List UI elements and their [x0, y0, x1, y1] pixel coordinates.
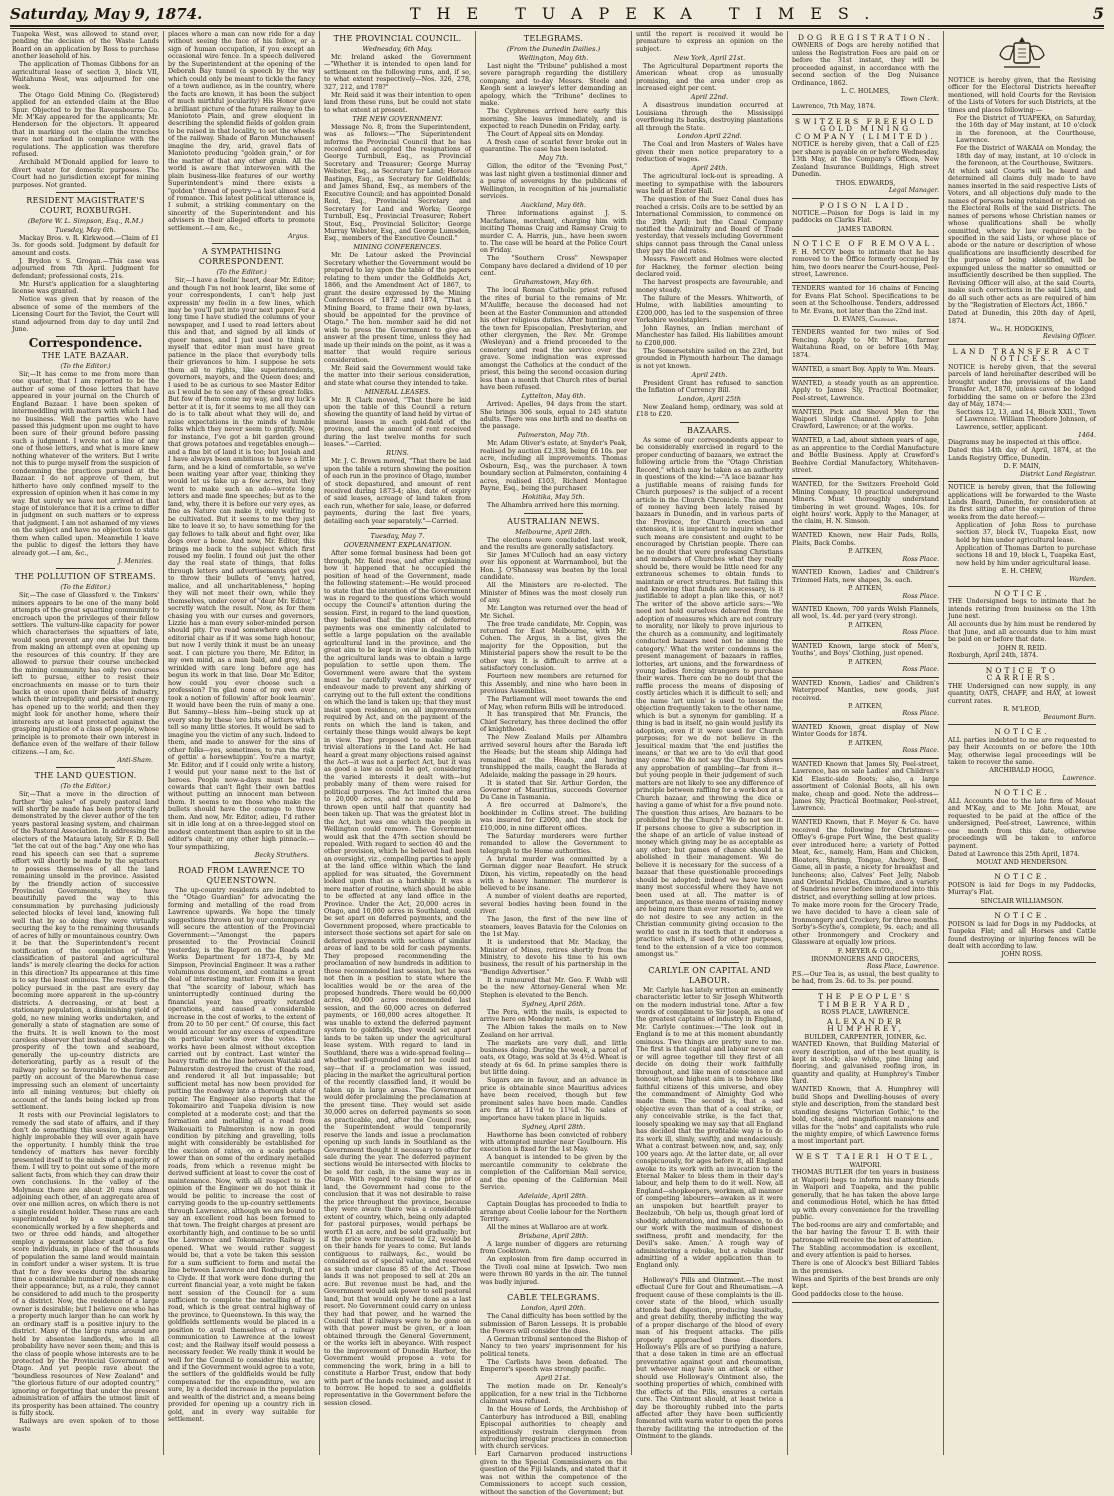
paragraph: The elections were concluded last week, and the results are generally satisfactory.	[480, 536, 627, 552]
ad-text: OWNERS of Dogs are hereby notified that unless the Registration Fees are paid on or before the 31st instant, they will be proceeded against, in accordance with the second section of the Dog Nuisance Ordinance, 1862.	[792, 42, 939, 87]
ad-text: TENDERS wanted for two miles of Sod Fencing. Apply to Mr. M'Rae, farmer Waitahuna Road, on or before 16th May, 1874.	[792, 329, 939, 359]
ad-address: Ross Place, Lawrence.	[866, 963, 939, 971]
ad-poison	[792, 199, 939, 238]
paragraph: Sir,—The case of Glassford v. the Tinkers' miners appears to be one of the many bold attempts of the great squatting community to encroach upon the privileges of their fellow settlers. The vulture-like capacity for power which characterises the squatters of late, would soon prevent any one else but them from making an attempt even at opening up the resources of this country. If they are allowed to pursue their course unchecked the mining community has only two courses left to pursue, either to resist their encroachments en masse or to turn their backs at once upon their fields of industry, which their intrepidity and persistent energy has opened up to the world; and then they might look for another home, where their interests are at least protected against the grasping injustice of a class of people, whose principle is to promote their own interest in defiance even of the welfare of their fellow citizens.—I am, &c.	[12, 592, 159, 756]
ad-text: All accounts due by him must be rendered by that June, and all accounts due to him must be paid on or before that date.	[948, 621, 1096, 644]
ad-role: Revising Officer.	[1043, 333, 1096, 341]
ad-notice-carriers	[948, 664, 1096, 725]
dateline: May 7th.	[538, 154, 569, 163]
ad-text: WANTED Known that James Sly, Peel-street, Lawrence, has on sale Ladies' and Children's Kid Elastic-side Boots; also, a large assortment of Colonial Boots, all his own make, cheap and good. Note the address—James Sly, Practical Bootmaker, Peel-street, Lawrence.	[792, 760, 939, 813]
heading-carlyle: CARLYLE ON CAPITAL AND LABOUR.	[648, 965, 771, 985]
subheading: (To the Editor.)	[60, 361, 111, 370]
heading-late-bazaar: THE LATE BAZAAR.	[41, 350, 130, 360]
ad-subheading: ROSS PLACE, LAWRENCE.	[821, 1009, 910, 1017]
ad-address: Ross Place.	[902, 629, 939, 637]
ad-text: THE Undersigned can now supply, in any quantity, OATS, CHAFF, and HAY, at lowest current rates.	[948, 682, 1096, 705]
ad-role: Warden.	[1069, 575, 1096, 583]
paragraph: The Carlists have been defeated. The Emperor's speech was strongly pacific.	[480, 1358, 627, 1374]
paragraph: The Saturday murderers were further remanded to allow the Government to telegraph to the Home authorities.	[480, 832, 627, 855]
ad-text: WANTED Known, Ladies' and Children's Trimmed Hats, new shapes, 3s. each.	[792, 569, 939, 584]
ad-wanted-aitken	[792, 722, 939, 759]
ad-text: The bed-rooms are airy and comfortable; and the bar having the favour T. B. with their patronage will receive the best of attention.	[792, 1221, 939, 1244]
ad-dog-registration	[792, 31, 939, 115]
paragraph: A large number of diggers are returning from Cooktown.	[480, 1240, 627, 1256]
paragraph: The Court of Appeal sits on Monday.	[487, 131, 604, 139]
ad-date: Lawrence, 7th May, 1874.	[792, 103, 876, 111]
masthead-date: Saturday, May 9, 1874.	[10, 5, 203, 23]
ad-wanted-aitken	[792, 641, 939, 678]
dateline: April 22nd.	[690, 93, 729, 102]
ad-timber-yard	[792, 990, 939, 1150]
column-2	[164, 31, 320, 1455]
dateline: Melbourne, April 28th.	[515, 527, 592, 536]
paragraph: Mr. J. C. Brown moved, "That there be laid upon the table a return showing the position of each run in the province of Otago, number of stock depastured, and amount of rent received during 1873-4; also, date of expiry of said leases, acreage of land taken from each run, whether for sale, lease, or deferred payments, during the last five years, detailing each year separately."—Carried.	[324, 458, 471, 525]
ad-text: WANTED Known, large stock of Men's, Youths', and Boys' Clothing, just opened.	[792, 642, 939, 658]
ad-name: JOHN ROSS.	[1001, 951, 1043, 959]
masthead	[10, 4, 1104, 27]
dateline: Palmerston, May 7th.	[517, 431, 590, 440]
signature: Argus.	[287, 232, 309, 240]
ad-text: NOTICE is hereby given, that a Call of £25 per share is payable on or before Wednesday, 13th May, at the Company's Offices, New Zealand Insurance Buildings, High street Dunedin.	[792, 141, 939, 179]
ad-wanted-aitken	[792, 530, 939, 567]
ad-name: MOUAT AND HENDERSON.	[976, 858, 1068, 866]
ad-text: NOTICE is hereby given, that the following applications will be forwarded to the Waste Lands Board, Dunedin, for consideration at its first sitting after the expiration of three weeks from the date hereof:—	[948, 484, 1096, 521]
ad-text: POISON is laid for Dogs in my Paddocks, Murray's Flat.	[948, 881, 1096, 897]
paragraph: It is stated that Sir. Arthur Gordon, the Governor of Mauritius, succeeds Governor Du Cane in Tasmania.	[480, 779, 627, 802]
ad-text: ALL parties indebted to me are requested to pay their Accounts on or before the 10th May, otherwise legal proceedings will be taken to recover the same.	[948, 736, 1096, 767]
paragraph: Holloway's Pills and Ointment.—The most effectual Cure for Gout and Rheumatism.—A frequent cause of these complaints is the ill-cover state of the blood, which usually attends bad digestion, producing lassitude, and great debility, thereby inflicting the way of a proper discharge of the blood of every man of his frequent attacks. The pills properly approached these disorders. Holloway's Pills are of so purifying a nature, that a dose taken in time are an effectual preventative against gout and rheumatism, but whoever may have an attack or either should use Holloway's Ointment also, the soothing properties of which, combined with the effects of the Pills, ensures a certain cure. The Ointment should, at least twice a day be thoroughly rubbed into the parts affected after they have been sufficiently fomented with warm water to open the pores thereby facilitating the introduction of the Ointment to the glands.	[636, 1276, 783, 1441]
ad-wanted	[792, 364, 939, 378]
ad-name: F. MEYER & CO.,	[837, 947, 894, 955]
paragraph: Gillon, the editor of the "Evening Post," was last night given a testimonial dinner and a purse of sovereigns by the publicans of Wellington, in recognition of his journalistic services.	[480, 163, 627, 201]
ad-text: To make more room for the Grocery Trade, we have decided to have a clean sale of Ironmongery and Crockery, for three months. Sorby's-Scythe's, complete, 9s. each; and all other Ironmongery and Crockery and Glassware at equally low prices.	[792, 901, 939, 947]
ad-revision-courts	[948, 75, 1096, 345]
ad-text: WANTED, a steady youth as an apprentice. Apply to James Sly, Practical Bootmaker, Peel-street, Lawrence.	[792, 379, 939, 402]
ad-role: Beaumont Burn.	[1043, 713, 1096, 721]
paragraph: Mackay Bros. v. R. Kirkwood.—Claim of £1 3s. for goods sold. Judgment by default for amount and costs.	[12, 235, 159, 257]
paragraph: until the report is received it would be premature to express an opinion on the subject.	[636, 31, 783, 53]
ad-removal	[792, 237, 939, 283]
paragraph: Mr. Langton was returned over the head of Mr. Sichel.	[480, 605, 627, 620]
ad-wanted-sly	[792, 759, 939, 818]
paragraph: Mr. Hurst's application for a slaughtering license was granted.	[12, 280, 159, 296]
ad-text: The Stabling accommodation is excellent, and every attention is paid to horses.	[792, 1244, 939, 1260]
paragraph: Mr. De Latour asked the Provincial Secretary whether the Government would be prepared to lay upon the table of the papers relating to them under the Goldfields Act, 1866, and the Amendment Act of 1867, to grant the desire expressed by the Mining Conferences of 1872 and 1874, "That a Mining Board, to frame their own by-laws, should be appointed for the province of Otago." The hon. member said he did not wish to press the Government to give an answer at the present time, unless they had made up their minds on the point, as it was a matter that would require serious consideration.	[324, 252, 471, 364]
paragraph: New Zealand hemp, ordinary, was sold at £18 to £20.	[636, 404, 783, 419]
ad-name: D. F. MAIN,	[1003, 463, 1041, 471]
paragraph: The Alhambra arrived here this morning.	[487, 502, 620, 510]
ad-heading: DOG REGISTRATION.	[798, 33, 933, 42]
paragraph: places where a man can now ride for a day without seeing the face of his fellow, or a sign of human occupation, if you except an occasional wire fence. In a speech delivered by the Superintendent at the opening of the Deborah Bay tunnel (a speech by the way which could only be meant to tickle the fancy of a town audience, as in the country, where the facts are known, it has been the subject of much mirthful jocularity) His Honor gave a brilliant picture of the future railway to the Maniototo Plain, and grew eloquent in describing the splendid fields of golden grain to be raised in that locality, to set the wheels of the railway. Shade of Baron Munchausen! imagine the dry, arid, gravel flats of Maniototo producing "golden grain," or for the matter of that any other grain. All the world is aware that interwoven with the plain business-like features of our worthy Superintendent's mind there exists a "golden" thread of poetry—a last almost said of romance. This latest political utterance is, I submit, a striking commentary on the sincerity of the Superintendent and his advisers in their alleged efforts to promote settlement.—I am, &c.,	[168, 31, 315, 232]
ad-text: WANTED, for the Switzers Freehold Gold Mining Company, 10 practical underground Miners. Must thoroughly understand timbering in wet ground. Wages, 10s. for eight hours' work. Apply to the Manager, at the claim, H. N. Simson.	[792, 481, 939, 526]
paragraph: It has transpired that Mr. Francis, the Chief Secretary, has three declined the offer of knighthood.	[480, 711, 627, 734]
heading-cable-telegrams: CABLE TELEGRAMS.	[507, 1293, 600, 1303]
ad-name: D. EVANS, Chairman.	[833, 315, 898, 323]
paragraph: Mr. R Clark moved, "That there be laid upon the table of this Council a return showing the quantity of land held by virtue of mineral leases in each gold-field of the province, and the amount of rent received during the last twelve months for such leases."—Carried.	[324, 396, 471, 449]
ad-name: JOHN R. REID.	[997, 644, 1047, 652]
subheading: THE NEW GOVERNMENT.	[352, 114, 443, 123]
column-1	[8, 31, 164, 1455]
dateline: April 21st.	[536, 1374, 571, 1383]
paragraph: Fourteen new members are returned for this Assembly, and nine who have been in previous Assemblies.	[480, 673, 627, 696]
subheading: (To the Editor.)	[60, 782, 111, 791]
dateline: London, April 20th.	[520, 1304, 587, 1313]
ad-name: Wm. H. HODGKINS,	[989, 325, 1055, 333]
signature: Becky Struthers.	[254, 851, 309, 859]
ad-land-transfer	[948, 345, 1096, 482]
divider	[212, 243, 271, 244]
paragraph: The motion made on Dr. Kenealy's application, for a new trial in the Tichborne claimant was refused.	[480, 1383, 627, 1406]
paragraph: The question of the Suez Canal dues has reached a crisis. Coils are to be settled by an International Commission, to commence on the 29th April; but the Canal Company notified the Admiralty and Board of Trade yesterday, that vessels including Government ships cannot pass through the Canal unless they pay the old rates.	[636, 196, 783, 256]
heading-rm-court: RESIDENT MAGISTRATE'S COURT, ROXBURGH.	[26, 196, 145, 216]
paragraph: Mr. Ireland asked the Government—"Whether it is intended to open land for settlement on the following runs, and, if so, to what extent respectively—Nos. 326, 278, 327, 212, and 178?"	[324, 54, 471, 91]
ad-hotel	[792, 1150, 939, 1303]
ad-text: WANTED, Pick and Shovel Men for the Waipori Sludge Channel. Apply to John Crawford, Lawrence; or at the works.	[792, 408, 939, 431]
paragraph: A brutal murder was committed by a German digger near Beaufort. He struck Dixon, his victim, repeatedly on the head with a heavy hammer. The murderer is believed to be insane.	[480, 855, 627, 893]
paragraph: A fire occurred at Dalmore's, the bookbinder in Collins street. The building was insured for £2000, and the stock for £10,000, in nine different offices.	[480, 802, 627, 832]
ad-text: WANTED Known, great display of New Winter Goods for 1874.	[792, 723, 939, 739]
dateline: Auckland, May 6th.	[520, 201, 587, 210]
subheading: GOVERNMENT EXPLANATION.	[343, 541, 452, 550]
subheading: RUNS.	[386, 449, 409, 458]
dateline: Hokitika, May 5th.	[522, 493, 585, 502]
dateline: Tuesday, May 7.	[370, 532, 425, 541]
heading-sympathising: A SYMPATHISING CORRESPONDENT.	[198, 247, 285, 267]
paragraph: After some formal business had been got through, Mr. Reid rose, and after explaining how it happened that he occupied the position of head of the Government, made the following statement:—He would proceed to state that the intention of the Government was in regard to the questions which would occupy the Council's attention during the session. First, in regard to the land question, they believed that the plan of deferred payments was one eminently calculated to settle a large population on the available agricultural land in the province, and the great aim to be kept in view in dealing with the agricultural lands was to obtain a large population to settle upon them. The Government were aware that the system must be carefully watched, and every endeavour made to prevent any shirking of carrying out to the full extent the conditions on which the land is taken up; that they must insist upon residence, on all improvements required by Act, and on the payment of the rents on which the land is taken, and certainly these things would always be kept in view. They proposed to make certain trivial alterations in the Land Act. He had heard a great many objections raised against the Act—it was not a perfect Act, but it was as good a law as could be got, considering the varied interests it dealt with—but probably many of them were raised for political purposes. The Act limited the area to 20,000 acres, and no more could be thrown open until half that quantity had been taken up. That was the greatest blot in the Act, but was one which the people in Wellington could remove. The Government would ask that the 47th section should be repealed. With regard to section 40 and the other provision, which he believed had been an oversight, viz., compelling parties to apply at the land office within which the land applied for was situated, the Government looked upon that as a hardship. It was a mere matter of routine, which should be able to be effected at any land office in the Province. Under the Act, 20,000 acres in Otago, and 10,000 acres in Southland, could be set apart on deferred payments, and the Government proposed, where practicable to intersect those sections set apart for sale on deferred payments with sections of similar areas of land to be sold for cash payments. They proposed recommending the proclamation of new hundreds in addition to those recommended last session, but he was not then in a position to state where the localities would be or the area of the proposed hundreds. There would be 60,000 acres, 40,000 acres recommended last session, and the 60,000 acres on deferred payments, or 160,000 acres altogether. It was unable to extend the deferred payment system to goldfields, they would set apart lands to be taken up under the agricultural lease system. With regard to land in Southland, there was a wide-spread feeling—whether well-grounded or not he could not say—that if a proclamation was issued, placing in the market the agricultural portion of the recently classified land, it would be taken up in large areas. The Government would defer proclaiming the proclamation at the present time. They would set aside 30,000 acres on deferred payments so soon as practicable, and, after the Council rose, the Superintendent would temporarily reserve the lands and issue a proclamation opening up such lands in Southland as the Government thought it necessary to offer for sale during the year. The deferred payment sections would be intersected with blocks to be sold for cash, in the same way as in Otago. With regard to raising the price of land, the Government had come to the conclusion that it was not desirable to raise the price throughout the province, because they were aware there was a considerable extent of country, which, being only adapted for pastoral purposes, would perhaps be worth £1 an acre, and be sold gradually; but if the price were increased to £2, would be on their hands for years to come. But lands contiguous to railways, &c., would be considered as of special value, and reserved as such under clause 85 of the Act. Those lands it was not proposed to sell at 20s an acre. But revenue must be had, and the Government would ask power to sell pastoral land, but that would only be done as a last resort. No Government could carry on unless they had that power, and he warned the Council that if railways were to be gone on with that power must be given, or a loan obtained through the General Government, or the works left in abeyance. With respect to the improvement of Dunedin Harbor, the Government would propose a vote for commencing the work, bring in a bill to constitute a Harbor Trust, endow that body with part of the lands reclaimed, and assist it to borrow. He hoped to see a goldfields representative in the Government before the session closed.	[324, 550, 472, 1407]
ad-wanted	[792, 378, 939, 407]
ad-text: WANTED Known, new Hair Pads, Rolls, Plaits, Back Combs.	[792, 532, 939, 547]
paragraph: Sir,—It has come to me from more than one quarter, that I am reported to be the author of some of those letters that have appeared in your journal on the Church of England Bazaar. I have been spoken of intermeddling with matters with which I had no business. Well the parties who have passed this judgment upon me ought to have been sure of their ground before passing such a judgment. I wrote not a line of any one of those letters, and what is more knew nothing whatever of the writers. But I write not this to purge myself from the suspicion of condemning the practices pursued at the Bazaar. I do not approve of them, but hitherto have only confined myself to the expression of opinion when it has come in my way. But surely we have not arrived at that stage of intolerance that it is a crime to differ in judgment on such matters or to express that judgment. I am not ashamed of my views on the subject and have no objection to state them when called upon. Meanwhile I leave the public to digest the letters they have already got.—I am, &c.,	[12, 370, 160, 557]
dateline: New York, April 21st.	[673, 53, 746, 62]
ad-name: P. AITKEN,	[848, 658, 883, 666]
paragraph: The Otago Gold Mining Co. (Registered) applied for an extended claim at the Blue Spur. Objected to by the Ravensbourne Co. Mr. M'Kay appeared for the applicants; Mr. Henderson for the objectors. It appeared that in marking out the claim the trenches were not marked in compliance with the regulations. The application was therefore refused.	[12, 91, 159, 159]
column-4	[476, 31, 632, 1496]
ad-text: NOTICE is hereby given, that the Revising officer for the Electoral Districts hereafter mentioned, will hold Courts for the Revision of the Lists of Voters for such Districts, at the times and places following:—	[948, 77, 1096, 114]
ad-switzers	[792, 115, 939, 199]
ad-text: For the District of WAKAIA on Monday, the 18th day of may, instant, at 10 o'clock in the forenoon, at the Courthouse, Switzers.	[956, 145, 1096, 167]
ad-name: P. AITKEN,	[848, 621, 883, 629]
ad-name: ARCHIBALD HOGG,	[989, 767, 1055, 775]
heading-telegrams: TELEGRAMS.	[523, 34, 584, 43]
ad-heading: LAND TRANSFER ACT NOTICES.	[952, 346, 1092, 364]
divider	[680, 962, 739, 963]
paragraph: The Jason, the first of the new line of steamers, leaves Batavia for the Colonies on the 1st May.	[480, 916, 627, 939]
ad-name: L. C. HOLMES,	[840, 88, 891, 96]
paragraph: Last night the "Tribune" published a most severe paragraph regarding the distillery company, and to-day Messrs. Steele and Keogh sent a lawyer's letter demanding an apology, which the "Tribune" declines to make.	[480, 63, 627, 108]
ad-text: At which said Courts will be heard and determined all claims duly made to have names inserted in the said respective Lists of Voters, and all objections duly made to the names of persons being retained or placed on the Electoral Rolls of the said Districts. The names of persons whose Christian names or whose qualifications shall be wholly ommitted, where by law required to be specified in the said Lists, or whose place of abode or the nature or description of whose qualifications are insufficiently described for the purpose of being identified, will be expunged unless the matter so ommitted or insufficiently described be then supplied. The Revising Officer will also, at the said Courts, make such corrections in the said Lists, and do all such other acts as are required of him by the "Registration of Electors Act, 1866."	[948, 167, 1096, 310]
paragraph: A banquet is intended to be given by the mercantile community to celebrate the completion of the Californian Mail service, and the opening of the Californian Mail Service.	[480, 1154, 627, 1192]
ad-address: Ross Place.	[902, 592, 939, 600]
paragraph: The Parliament will meet towards the end of May, when reform Bills will be introduced.	[480, 696, 627, 711]
ad-wanted	[792, 479, 939, 530]
subheading: MINING CONFERENCES.	[353, 243, 442, 252]
dateline: Sydney, April 28th.	[521, 1122, 586, 1131]
ad-name: THOS. EDWARDS,	[835, 179, 896, 187]
ad-text: Application of John Ross to purchase section 37, block IV., Tuapeka East, now held by him under agricultural lease.	[956, 521, 1096, 544]
ad-text: Application of Thomas Darton to purchase sections 18 and 19, block L, Tuapeka East, now held by him under agricultural lease.	[956, 544, 1096, 567]
paragraph: Archibald M'Donald applied for leave to divert water for domestic purposes. The Court had no jurisdiction except for mining purposes. Not granted.	[12, 159, 159, 189]
divider	[680, 422, 739, 423]
columns	[8, 31, 1106, 1496]
ad-name: P. AITKEN,	[848, 702, 883, 710]
paragraph: A fresh case of scarlet fever broke out in quarantine. The case has been isolated.	[480, 139, 627, 154]
ad-tenders-sod	[792, 327, 939, 363]
ad-text: WANTED, a Lad, about sixteen years of age, as an apprentice to the Cordial Manufacture and Bottle Business. Apply at Crawford's Beehive Cordial Manufactory, Whitehaven-street.	[792, 437, 939, 475]
ad-wanted-aitken	[792, 567, 939, 604]
ad-notice-mouat	[948, 786, 1096, 870]
ad-text: WANTED, a smart Boy. Apply to Wm. Mears.	[792, 365, 936, 373]
paragraph: In the House of Lords, the Archbishop of Canterbury has introduced a Bill, enabling Episcopal authorities to cheaply and expeditiously restrain clergymen from introducing irregular practices in connection with church services.	[480, 1406, 627, 1451]
paragraph: All the Ministers are re-elected. The Minister of Mines was the most closely run of any.	[480, 582, 627, 605]
signature: Anti-Sham.	[117, 756, 153, 764]
dateline: Wednesday, 6th May.	[362, 45, 433, 53]
ad-text: THOMAS BUTLER (for ten years in business at Waipori) begs to inform his many friends in Waipori and Tuapeka, and the public generally, that he has taken the above large and commodious Hotel, which he has fitted up with every convenience for the travelling public.	[792, 1169, 939, 1222]
ad-wanted	[792, 407, 939, 436]
ad-role: District Land Registrar.	[1020, 470, 1096, 478]
page-number: 5	[1092, 4, 1104, 23]
divider	[680, 1273, 739, 1274]
heading-australian-news: AUSTRALIAN NEWS.	[507, 516, 600, 526]
ad-wanted-aitken	[792, 678, 939, 722]
paragraph: The Canal difficulty has been settled by the submission of Baron Lesseps. It is probable the Powers will consider the dues.	[480, 1313, 627, 1336]
masthead-title: THE TUAPEKA TIMES.	[409, 4, 886, 23]
paragraph: Message No. 8, from the Superintendent, was as follows:—"The Superintendent informs the Provincial Council that he has received and accepted the resignations of George Turnbull, Esq., as Provincial Secretary and Treasurer; George Murray Webster, Esq., as Secretary for Land; Horace Bastings, Esq., as Secretary for Goldfields; and James Shand, Esq., as members of the Executive Council; and has appointed Donald Reid, Esq., Provincial Secretary and Secretary for Land and Works; George Turnbull, Esq., Provincial Treasurer; Robert Stout, Esq., Provincial Solicitor; George Murray Webster, Esq., and George Lumsden, Esq., members of the Executive Council."	[324, 123, 471, 243]
ad-heading: ALEXANDER HUMPHREY,	[826, 1016, 905, 1034]
dateline: Adelaide, April 28th.	[518, 1192, 589, 1201]
paragraph: The New Zealand Mails per Alhambra arrived several hours after the Barada left the Heads; but the steam ship Aldinga had remained at the Heads, and having transhipped the mails, caught the Barada at Adelaide, making the passage in 29 hours.	[480, 734, 627, 779]
paragraph: It is rumoured that Mr. Geo. F. Webb will be the new Attorney-General when Mr. Stephen is elevated to the Bench.	[480, 976, 627, 999]
paragraph: Tuapeka West, was allowed to stand over, pending the decision of the Waste Lands Board on an application by Ross to purchase another leasehold of his.	[12, 31, 159, 61]
ad-text: WANTED Known, 700 yards Welsh Flannels, all wool, 1s. 4d. per yard (very strong).	[792, 606, 939, 621]
dateline: London, April 25th	[678, 395, 741, 404]
dateline: Sydney, April 26th.	[521, 999, 586, 1008]
ad-text: ALL Accounts due to the late firm of Mouat and M'Kay, and to Mr. John Mouat, are requested to be paid at the office of the undersigned, Peel-street, Lawrence, within one month from this date, otherwise proceedings will be taken to enforce payment.	[948, 797, 1096, 850]
ad-text: Sections 12, 13, and 14, Block XXII., Town of Lawrence. William Theodore Johnson, of Lawrence, settler, applicant.	[956, 408, 1096, 431]
paragraph: The Coal and Iron Masters of Wales have given their men notice preparatory to a reduction of wages.	[636, 141, 783, 164]
ad-name: JAMES TABORN.	[838, 225, 893, 233]
ad-heading: THE PEOPLE'S TIMBER YARD,	[818, 992, 913, 1009]
ad-text: POISON is laid for Dogs in my Paddocks, at Tuapeka Flat; and all Horses and Cattle found destroying or injuring fences will be dealt with according to law.	[948, 920, 1096, 951]
dateline: April 24th.	[691, 164, 728, 173]
paragraph: The local Roman Catholic priest refused the rites of burial to the remains of Mr. M'Auliffe, because the deceased had not been at the Easter Communion and attended his other religious duties. After hunting over the town for Episcopalian, Presbyterian, and other clergymen, the Rev. Mr. Grompe (Wesleyan) and a friend proceeded to the cemetery and read the service over the grave. Some indignation was expressed amongst the Catholics at the conduct of the priest, this being the second occasion during less than a month that Church rites of burial have been refused.	[480, 287, 627, 392]
ad-date: Dated at Lawrence this 25th April, 1874.	[948, 850, 1080, 858]
paragraph: President Grant has refused to sanction the Inflation of Currency Bill.	[636, 379, 783, 395]
paragraph: The Agricultural Department reports the American wheat crop as unusually promising, and the area under crop as increased eight per cent.	[636, 62, 783, 93]
heading-road: ROAD FROM LAWRENCE TO QUEENSTOWN.	[178, 866, 305, 886]
paragraph: Messrs. Fawcett and Holmes were elected for Hackney, the former election being declared void.	[636, 256, 783, 279]
ad-notice-ross	[948, 909, 1096, 963]
ad-text: There is one of Alcock's best Billiard Tables in the premises.	[792, 1260, 939, 1275]
paragraph: All the mines at Wallaroo are at work.	[487, 1223, 609, 1231]
paragraph: Arrived: Apelles, 94 days from the start. She brings 306 souls, equal to 245 statute adults. There was one birth and no deaths on the passage.	[480, 401, 627, 431]
ad-waste-lands	[948, 482, 1096, 587]
ad-address: Ross Place.	[902, 555, 939, 563]
column-6	[788, 31, 944, 1455]
paragraph: Hawthorne has been convicted of robbery with attempted murder near Goulbourn. His execution is fixed for the 1st May.	[480, 1131, 627, 1154]
paragraph: The Somersetshire sailed on the 23rd, but grounded in Plymouth harbour. The damage is not yet known.	[636, 347, 783, 370]
divider	[368, 528, 427, 529]
column-5	[632, 31, 788, 1455]
ad-heading: NOTICE.	[994, 911, 1050, 921]
paragraph: The harvest prospects are favourable, and money steady.	[636, 279, 783, 294]
heading-provincial-council: THE PROVINCIAL COUNCIL.	[333, 34, 462, 43]
subheading: (From the Dunedin Dailies.)	[506, 45, 601, 53]
divider	[524, 513, 583, 514]
paragraph: Mr. Reid said the Government would take the matter into their serious consideration, and state what course they intended to take.	[324, 364, 471, 387]
ad-heading: NOTICE.	[994, 588, 1050, 598]
dateline: April 24th.	[691, 370, 728, 379]
royal-coat-of-arms-icon	[994, 33, 1050, 73]
paragraph: The markets are very dull, and little business doing. During the week, a parcel of oats, ex Otago, was sold at 3s 4½d. Wheat is steady at 6s 6d. In prime samples there is but little doing.	[480, 1039, 627, 1077]
ad-heading: NOTICE.	[994, 872, 1050, 882]
divider	[56, 192, 115, 193]
paragraph: Mr. Carlyle has lately written an eminently characteristic letter to Sir Joseph Whitworth on the modern industrial tone. After a few words of compliment to Sir Joseph, as one of the greatest captains of industry in England, Mr. Carlyle continues:—"The look out in England is to me at this moment abundantly ominous. Two things are pretty sure to me. The first is that capital and labour never can or will agree together till they first of all decide on doing their work faithfully throughout, and like men of conscience and honour, whose highest aim is to behave like faithful citizens of this universe, and obey the commandment of Almighty God who made them. The second is, that a sad objective even than that of a coal strike, or any conceivable strike, is the fact that, loosely speaking we may say that all England has decided that the profitable way is to do its work ill, slimly, swiftly, and mendaciously. What a contrast between now, and, say, only 100 years ago. At the latter date, or, all over conspicuously, for ages before it, all England awoke to its work with an invocation to the Eternal Maker to bless them in their day's labour, and help them to do it well. Now, all England—shopkeepers, workmen, all manner of competing labourers—awaken as it were an unspoken but heartfelt prayer to Beelzebub, 'Oh help us, though great lord of shoddy, adulteration, and malfeasance, to do our work with the maximum of dishonest swiftness, profit and mendacity, for the Devil's sake. Amen.' A rough way of administering a rebuke, but a rebuke itself admitting of a wider application than to England only.	[636, 986, 783, 1270]
paragraph: The Cyphrenes arrived here early this morning. She leaves immediately, and is expected to reach Dunedin on Friday, early.	[480, 108, 627, 131]
dateline: London April 22nd.	[677, 132, 742, 141]
ad-address: Ross Place.	[902, 747, 939, 755]
paragraph: Earl Carnarvon produced instructions given to the Special Commissioners on the question of the Fiji Islands, and stated that it was not within the competence of the Commissioners to accept such cession, without the sanction of the Government; but	[480, 1451, 627, 1496]
paragraph: Captain Douglas has proceeded to India to arrange about Coolie labour for the Northern Territory.	[480, 1201, 627, 1224]
paragraph: J. Brydon v. S. Grogan.—This case was adjourned from 7th April. Judgment for defendant; professional costs, 21s.	[12, 257, 159, 280]
ad-address: Ross Place.	[902, 666, 939, 674]
ad-heading: NOTICE OF REMOVAL.	[793, 239, 938, 249]
ad-notice-reid	[948, 587, 1096, 664]
paragraph: The application of Thomas Gibbons for an agricultural lease of section 3, block VII, Waitahuna West, was adjourned for one week.	[12, 61, 159, 91]
dateline: Brisbane, April 28th.	[518, 1231, 589, 1240]
paragraph: Three informations against J. S. Macfarlane, merchant, charging him with inciting Thomas Craig and Ramsay Craig to murder C. A. Harris, jun., have been sworn to. The case will be heard at the Police Court on Friday.	[480, 210, 627, 255]
ad-wanted	[792, 435, 939, 479]
ad-heading: WEST TAIERI HOTEL,	[795, 1152, 936, 1162]
dateline: Wellington, May 6th.	[518, 54, 589, 62]
paragraph: As some of our correspondents appear to be considerably exercised in regard to the proper conducting of bazaars, we extract the following article from the "Otago Christian Record," which may be taken as an authority in questions of the kind:—"A lace bazaar has a justifiable means of raising funds for Church purposes? is the subject of a recent article in the Church Chronicle. The amount of money having been lately raised by bazaars in Dunedin, and in various parts of the Province, for Church erection and extension, it is important to inquire whether such means are consistent and ought to be encouraged by Christian people. There can be no doubt that were professing Christians and members of Churches what they really should be, there would be little need for any extraneous schemes to obtain funds to maintain or erect structures. But failing this and knowing that funds are necessary, is it justifiable to adopt a plan like this, or not? The writer of the above article says:—'We need not hold ourselves debarred from the adoption of measures which are not contrary to morality, nor likely to prove injurious to the church as a community, and legitimately conducted bazaars need not be among the category.' What the writer condemns is the present management of bazaars in raffles, lotteries, art unions, and the forwardness of young ladies forcing strangers to purchase their wares. There can be no doubt that the raffle process the means of disposing of costly articles which it is difficult to sell; and the name 'art union' is used to lessen the objection frequently taken to the other name, which is but a synonym for gambling. If a thing is bad in itself, no gain would justify its adoption, even if it were used for Church purposes; for we do not believe in the Jesuitical maxim that 'the end justifies the means,' or that we are to 'do evil that good may come.' We do not say the Church shows any approbation of gambling—far from it—but young people in their judgement of such matters are not likely to see any difference of principle between raffling for a work-box at a Church bazaar, and throwing the dice or having a game of whist for a five pound note. The question thus arises, Are bazaars to be prohibited by the Church? We do not see it. If persons choose to give a subscription in the shape of an article of value instead of money which giving may be as acceptable as any other; but games of chance should be abolished in their management. We do believe it is necessary for the success of a bazaar that these questionable proceedings should be adopted; indeed we have known many most successful where they have not been used at all. The matter is of importance, as these means of raising money are being more than ever resorted to, and we do not desire to see any action in the Christian community giving occasion to the world to cast in its teeth that it endorses a practice which, if used for other purposes, tend to the extension of a vice too common amongst us."	[636, 436, 783, 959]
paragraph: Notice was given that by reason of the absence of some of the members of the Licensing Court for the Teviot, the Court will stand adjourned from day to day until 2nd June.	[12, 296, 159, 333]
paragraph: Sir,—I have a feelin' heart, dear Mr. Editor; and though I'm not book learnt, like some of your correspondents, I can't help just expressin' my feelin in a few lines, which may be you'll put into your next paper. For a long time I have studied the columns of your newspaper, and I used to read letters about this and that, and signed by all kinds of queer names, and I just used to think to myself that editor man must have great patience in the place that everybody tells their grievances to him. I suppose he sets them all to rights, like superintendents, governors, mayors, and the Queen does; and I used to be as curious to see Master Editor as I would be to see any of these great folks. But few of them come my way, and my luck's better at it is, for it seems to me all they can do is to talk about what they will do, and raise expectations in the minds of humble folks which they never seem to gratify. Now, for instance, I've got a bit garden ground that grows potatoes and vegetables enough—and a fine bit of land it is too; but Josiah and I have always been ambitious to have a little farm, and be a kind of comfortable, so we've been waiting year after year, thinking they would let us take up a few acres, but they went to make such an ado—wrote long letters and made fine speeches; but as to the land, why, there it is before our very eyes, as fine as Nature can make it, only waiting to be cultivated. But it seems to me they just like to leave it so, to have something for the gay fellows to talk about and fight over, like dogs over a bone. And now, Mr. Editor, this brings me back to the subject which first roused my feelin. I found out just the other day the real state of things, that folks through letters and advertisements get you to throw their bullets of "envy, hatred, malice, and all uncharitableness," hoping they will not meet their own, while they themselves, under cover of "dear Mr. Editor," secretly watch the result. Now, as for them chasing you with our curses and governors, Lizzie has a man every sober-minded person should pity. I've read somewhere about the editorial chair as if it was some high honour, but now I verily think it must be an uneasy seat. I can picture you there, Mr. Editor, in my own mind, as a man bald, and grey, and wrinkled with care long before age has begun its work in that line. Dear Mr. Editor, how could you ever choose such a profession? I'm glad none of my own ever took a notion of followin' after book learnin'. It would have been the ruin of many a one. But Sammy—bless him—being stuck up at every step by these 'ere bits of letters which tell so many little stories. It would be sad to imagine you the victim of any such. Indeed to them, and made to answer for the sins of other folks—yes, sometimes, to run the risk of gettin' a horsewhippin'. You're a martyr, Mr. Editor, and if I could only write a history, I would put your name next to the list of heroes. People now-a-days must be real cowards that can't fight their own battles without putting an innocent man between them. It seems to me those who make the bullets should have the courage to throw them. And now, Mr. Editor, adieu, I'd rather sit in idle long at on a three-legged stool on modest contentment than aspire to sit in the editor's chair, or any other high pinnacle.—Your sympathizing,	[168, 277, 315, 851]
paragraph: Mr. Reid said it was their intention to open land from these runs, but he could not state to what extent at present.	[324, 91, 471, 114]
ad-name: R. M'LEOD,	[1003, 706, 1041, 714]
paragraph: An explosion from fire damp occurred in the Tivoli coal mine at Ipswich. Two men were thrown 80 yards in the air. The tunnel was badly injured.	[480, 1256, 627, 1286]
ad-text: For the District of TUAPEKA, on Saturday, the 16th day of May instant, at 10 o'clock in the forenoon, at the Courthouse, Lawrence.	[956, 114, 1096, 145]
paragraph: John Raynes, an Indian merchant of Manchester has failed. His liabilities amount to £200,000.	[636, 324, 783, 347]
ad-role: Lawrence.	[1062, 774, 1096, 782]
ad-text: Dated at Dunedin, this 20th day of April, 1874.	[948, 310, 1096, 325]
divider	[212, 862, 271, 863]
paragraph: It is understood that Mr. Mackay, the Minister of Mines, retires shortly from the Ministry, to devote his time to his own business, the result of his partnership in the "Bendigo Advertiser."	[480, 939, 627, 976]
ad-text: NOTICE.—Poison for Dogs is laid in my paddocks on Clarks Flat.	[792, 210, 939, 225]
ad-name: P. AITKEN,	[848, 739, 883, 747]
heading-land-question: THE LAND QUESTION.	[34, 771, 137, 781]
ad-text: NOTICE is hereby given, that the several parcels of land hereinafter described will be brought under the provisions of the Land Transfer Act, 1870, unless caveat be lodged forbidding the same on or before the 23rd day of May, 1874:—	[948, 363, 1096, 409]
signature: J. Menzies.	[118, 557, 153, 565]
divider	[524, 1289, 583, 1290]
ad-text: Wines and Spirits of the best brands are only kept.	[792, 1275, 939, 1291]
ad-address: Ross Place.	[902, 710, 939, 718]
paragraph: The "Southern Cross" Newspaper Company have declared a dividend of 10 per cent.	[480, 255, 627, 278]
paragraph: Mr. Adam Oliver's estate, at Snyder's Peak, realised by auction £2,338, being £6 10s. per acre, including all improvements. Thomas Osbourn, Esq., was the purchaser. A town boundary section at Palmerston, containing 4 acres, realised £103, Richard Montague Payne, Esq., being the purchaser.	[480, 440, 627, 493]
paragraph: Sir,—That a move in the direction of further "big sales" of purely pastoral land will shortly be made has been pretty clearly demonstrated by the clever author of the ten years pastoral leasing system, and chairman of the Pastoral Association. In addressing the electors of the Mataura lately, Sir F. D. Bell "let the cat out of the bag." Any one who has read his speech can see that a supreme effort will shortly be made by the squatters to possess themselves of all the land remaining unsold in the province. Assisted by the friendly action of successive Provincial Governments, they have beautifully paved the way to this consummation by purchasing judiciously selected blocks of level land, knowing full well that by so doing they were virtually securing the key to the remaining thousands of acres of hilly or mountainous country. Own it be that the Superintendent's recent notification of the completion of "the classification of pastoral and agricultural lands" is merely clearing the decks for action in this direction? Its appearance at this time is to say the least ominous. The results of the policy pursued in the past are every day becoming more apparent in the up-country districts. A decreasing, or at best a stationary population, a diminishing yield of gold, no new mining works undertaken, and generally a state of stagnation are some of the fruits. It is well known to the most careless observer that instead of sharing the prosperity of the town and seaboard, generally the up-country districts are deteriorating, partly as a result of the railway policy so favourable to the former; partly on account of the Marewhenua case impressing such an element of uncertainty into all mining ventures; but chiefly on account of the lands being locked up from settlement.	[12, 791, 159, 1112]
subheading: (To the Editor.)	[216, 268, 267, 277]
column-7	[944, 31, 1100, 1455]
ad-name: SINCLAIR WILLIAMSON.	[980, 897, 1064, 905]
dateline: Grahamstown, May 6th.	[513, 278, 594, 287]
ad-name: P. AITKEN,	[848, 548, 883, 556]
heading-pollution: THE POLLUTION OF STREAMS.	[15, 572, 156, 582]
ad-heading: NOTICE TO CARRIERS.	[985, 666, 1059, 683]
paragraph: The up-country residents are indebted to the "Otago Guardian" for advocating the forming and metalling of the road from Lawrence upwards. We hope the timely suggestions thrown out by our contemporary will secure the attention of the Provincial Government:—"Amongst the papers presented to the Provincial Council yesterday, is the Report on the Roads and Works Department for 1873-4, by Mr. Simpson, Provincial Engineer. It was a rather voluminous document, and contains a great deal of interesting matter. From it we learn that "the scarcity of labour, which has uninterruptedly continued during the financial year, has greatly retarded operations, and caused a considerable increase in the cost of works, to the extent of from 20 to 50 per cent." Of course, this fact would account for any excess of expenditure on particular works over the votes. The works have been almost without exception carried out by contract. Last winter the heavy traffic on the line between Waitaki and Palmerston destroyed the crust of the road, and rendered it all but impassable; but sufficient metal has now been provided for putting the roadway into a thorough state of repair. The Engineer also reports that the Tokomairiro and Tuapeka division is now completed at a moderate cost; and that the formation and metalling of a road from Waikouaiti to Palmerston is now in good condition by pitching and gravelling, tolls might with considerably be established for the excision of rates, on a scale perhaps lower than on some of the ordinary metalled roads, from which a revenue might be derived sufficient at least to cover the cost of maintenance. Now, with all respect to the opinion of the Engineer we do not think it would be politic to increase the cost of carrying goods to the up-country settlements through Lawrence, although we are bound to say an excellent road has been formed to that town. The freight charges at present are exorbitantly high, and continue to be so until the Lawrence and Tokomairiro Railway is opened. What we would rather suggest would be, that a vote be taken this session for a sum sufficient to form and metal the line between Lawrence and Roxburgh, if not to Clyde. If that work were done during the current financial year, a vote might be taken next session of the Council for a sum sufficient to complete the metalling of the road, which is the great central highway of the province, to Queenstown. In this way, the goldfields settlements would be placed in a position to avail themselves of a railway communication to Lawrence at the lowest cost; and the Railway itself would possess a necessary feeder. We really think it would be well for the Council to consider this matter, and if the Government would agree to a vote, the settlers of the goldfields would be fully compensated for the expenditure, we are sure, by a decided increase in the population and wealth of the district and, a means being provided for opening up a country rich in gold, and in every way suitable for settlement.	[168, 887, 315, 1424]
paragraph: The Albion takes the mails on to New Zealand on her arrival.	[480, 1024, 627, 1039]
divider	[56, 767, 115, 768]
ad-text: F. H. M'COY begs to intimate that he has removed to the Office formerly occupied by him, two doors nearer the Court-house, Peel-street, Lawrence.	[792, 248, 939, 279]
ad-subheading: BUILDER, CARPENTER, JOINER, &c.	[804, 1033, 927, 1041]
ad-tenders-fencing	[792, 283, 939, 327]
ad-heading: NOTICE.	[994, 727, 1050, 737]
ad-notice-hogg	[948, 725, 1096, 786]
paragraph: A disastrous inundation occurred at Louisiana through the Mississippi overflowing its banks, destroying plantations all through the State.	[636, 102, 783, 132]
masthead-rule	[10, 28, 1104, 29]
subheading: (Before W. L. Simpson, Esq., R.M.)	[27, 217, 144, 226]
ad-name: E. H. CHEW,	[1001, 568, 1043, 576]
ad-name: P. AITKEN,	[848, 585, 883, 593]
dateline: Tuesday, May 6th.	[55, 226, 116, 235]
ad-text: WANTED Known, that Building Material of every description, and of the best quality, is kept in stock; also white, pine lining and flooring, and galvanised roofing iron, in quantity and quality, at Humphrey's Timber Yard.	[792, 1041, 939, 1086]
divider	[56, 568, 115, 569]
paragraph: The free trade candidate, Mr. Coppin, was returned for East Melbourne, with Mr. Cohen. The Argus, in a list, gives the majority for the Opposition, but the Ministerial papers show the result to be the other way. It is difficult to arrive at a satisfactory conclusion.	[480, 620, 627, 673]
ad-meyer	[792, 817, 939, 990]
paragraph: A number of violent deaths are reported, several bodies having been found in the river.	[480, 893, 627, 916]
ad-text: Good paddocks close to the house.	[792, 1291, 904, 1299]
ad-wanted-aitken	[792, 604, 939, 641]
ad-heading: NOTICE.	[994, 788, 1050, 798]
dateline: Lyttelton, May 6th.	[521, 392, 586, 401]
paragraph: Railways are even spoken of to those waste	[12, 1418, 159, 1433]
paragraph: The agricultural lock-out is spreading. A meeting to sympathise with the labourers was held at Exeter Hall.	[636, 173, 783, 196]
ad-text: TENDERS wanted for 16 chains of Fencing for Evans Flat School. Specifications to be seen at the Schoolhouse. Tenders, addressed to Mr. Evans, not later than the 22nd inst.	[792, 285, 939, 315]
ad-heading: POISON LAID.	[819, 200, 912, 210]
paragraph: A German tribunal sentenced the Bishop of Nancy to two years' imprisonment for his political tenets.	[480, 1336, 627, 1358]
ad-text: Dated this 14th day of April, 1874, at the Lands Registry Office, Dunedin.	[948, 447, 1096, 462]
paragraph: The Pera, with the mails, is expected to arrive here on Monday next.	[480, 1008, 627, 1024]
ad-text: WANTED Known, that A. Humphrey will build Shops and Dwelling-houses of every style and description, from the standard best standing designs "Victorian Gothic," to the bold, chaste, and magnificent mansions and villas for the "nobs" and capitalists who rule the mighty empire, of which Lawrence forms a most important part.	[792, 1086, 939, 1146]
subheading: MINERAL LEASES.	[364, 387, 431, 396]
ad-text: THE Undersigned begs to intimate that he intends retiring from business on the 13th June next.	[948, 598, 1096, 621]
column-3	[320, 31, 476, 1455]
paragraph: The failure of the Messrs. Whitworth, of Hulme, with liabilities amounting to £200,000, has led to the suspension of three Yorkshire woolstaplers.	[636, 294, 783, 324]
heading-bazaars: BAZAARS.	[687, 425, 732, 435]
ad-role: Legal Manager.	[888, 187, 939, 195]
ad-number: 1464.	[1077, 431, 1096, 439]
paragraph: Sir James M'Culloch had an easy victory over his opponent at Warrnambool, but the Hon. J. O'Shanassy was beaten by the local candidate.	[480, 551, 627, 582]
ad-subheading: WAIPORI.	[849, 1161, 882, 1169]
ad-date: Roxburgh, April 24th, 1874.	[948, 652, 1039, 660]
ad-text: WANTED Known, that F. Meyer & Co. have received the following for Christmas:—Offley's 6-grape Port Wine, the best quality ever introduced here; a variety of Potted Meat, &c., namely, Ham, Ham and Chicken, Bloaters, Shrimp, Tongue, Anchovy, Beef, Game, all in paste, a nicety for breakfast and luncheons; also, Calves' Feet Jelly, Nabob and Oriental Pickles, Chutnee, and a variety of Sundries never before introduced into this district, and everything selling at low prices.	[792, 819, 939, 901]
ad-notice-williamson	[948, 870, 1096, 909]
ad-role: IRONMONGERS AND GROCERS,	[811, 956, 920, 964]
correspondence-heading: Correspondence.	[28, 336, 143, 351]
ad-text: Diagrams may be inspected at this office.	[948, 439, 1082, 447]
paragraph: It rests with our Provincial legislators to remedy the sad state of affairs, and if they don't do something this session, it appears highly improbable they will ever again have the opportunity. I humbly think the true tendency of matters has never forcibly presented itself to the minds of a majority of them. I will try to point out some of the more salient facts, from which they can draw their own conclusions. In the valley of the Molyneux there are about 20 runs almost adjoining each other, of an aggregate area of over one million acres, on which there is not a single resident holder. These runs are each superintended by a manager, and economically worked by a few shepherds and two or three odd hands, and altogether employ a permanent labor staff of a few score individuals, in place of the thousands of population the same land would maintain in comfort under a wiser system. It is true that for a few weeks during the shearing time a considerable number of nomads make their appearance; but, as a rule, they cannot be considered to add much to the prosperity of a district. Now, the residence of a large owner is desirable; but I believe one who has a property much larger than he can work by an ordinary staff is a positive injury to the district. Many of the large runs around are held by absentee landlords, who in all probability have never seen them; and this is the class of people whose interests are to be protected by the Provincial Government of Otago. And yet people rave about the "boundless resources of New Zealand" and "the glorious future of our adopted country," ignoring or forgetting that under the present administration of affairs the utmost limit of its prosperity has been attained. The country is fully stock.	[12, 1112, 159, 1418]
subheading: (To the Editor.)	[60, 583, 111, 592]
paragraph: Sugars are in favour, and an advance in price is obtainable since Mauritius advices have been received, though but few prominent sales have been made. Candles are firm at 11½d to 11¾d. No sales of importance have taken place in liquids.	[480, 1077, 627, 1122]
ad-text: WANTED Known, Ladies' and Children's Waterproof Mantles, new goods, just received.	[792, 679, 939, 702]
ad-text: P.S.—Our Tea is, as usual, the best quality to be had, from 2s. 6d. to 3s. per pound.	[792, 970, 939, 986]
ad-heading: SWITZERS FREEHOLD GOLD MINING COMPANY (LIMITED).	[794, 117, 937, 141]
ad-role: Town Clerk.	[900, 95, 939, 103]
